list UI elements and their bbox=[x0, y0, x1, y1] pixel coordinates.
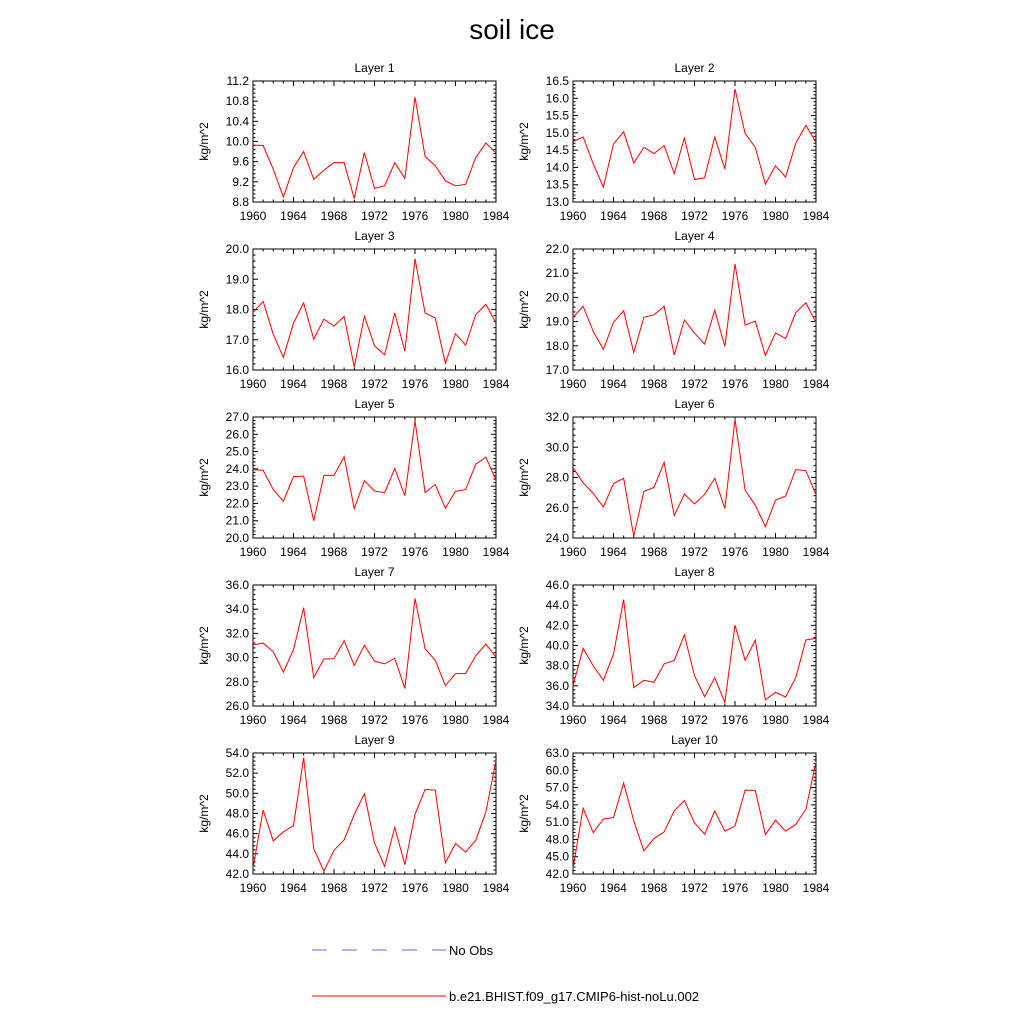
series-line bbox=[253, 421, 496, 521]
y-tick-label: 38.0 bbox=[545, 658, 569, 673]
x-tick-label: 1960 bbox=[239, 209, 267, 223]
y-tick-label: 42.0 bbox=[545, 867, 569, 881]
series-line bbox=[573, 600, 816, 703]
y-tick-label: 48.0 bbox=[225, 806, 249, 821]
x-tick-label: 1984 bbox=[482, 713, 510, 727]
x-tick-label: 1968 bbox=[320, 881, 348, 895]
y-tick-label: 27.0 bbox=[225, 410, 249, 424]
x-tick-label: 1960 bbox=[559, 545, 587, 559]
y-tick-label: 20.0 bbox=[225, 531, 249, 545]
x-tick-label: 1972 bbox=[681, 713, 708, 727]
x-tick-label: 1980 bbox=[762, 377, 789, 391]
x-tick-label: 1972 bbox=[361, 545, 388, 559]
y-tick-label: 48.0 bbox=[545, 832, 569, 847]
y-tick-label: 11.2 bbox=[226, 74, 249, 88]
x-tick-label: 1976 bbox=[401, 881, 429, 895]
x-tick-label: 1972 bbox=[681, 881, 708, 895]
panel-title: Layer 4 bbox=[674, 229, 715, 243]
x-tick-label: 1980 bbox=[442, 545, 469, 559]
y-tick-label: 15.5 bbox=[545, 108, 569, 123]
x-tick-label: 1976 bbox=[401, 713, 429, 727]
y-tick-label: 16.0 bbox=[225, 363, 249, 377]
x-tick-label: 1964 bbox=[600, 881, 627, 895]
y-tick-label: 18.0 bbox=[225, 302, 249, 317]
x-tick-label: 1964 bbox=[280, 545, 307, 559]
x-tick-label: 1964 bbox=[600, 713, 627, 727]
y-axis-label: kg/m^2 bbox=[197, 122, 211, 161]
y-tick-label: 15.0 bbox=[545, 125, 569, 140]
y-tick-label: 24.0 bbox=[225, 461, 249, 476]
y-tick-label: 10.4 bbox=[225, 114, 249, 129]
x-tick-label: 1968 bbox=[320, 713, 348, 727]
y-tick-label: 32.0 bbox=[545, 410, 569, 424]
y-tick-label: 52.0 bbox=[225, 766, 249, 781]
y-axis-label: kg/m^2 bbox=[517, 122, 531, 161]
y-tick-label: 20.0 bbox=[225, 242, 249, 256]
panel-6 bbox=[517, 397, 830, 559]
panel-title: Layer 2 bbox=[674, 61, 715, 75]
plot-frame bbox=[573, 585, 816, 706]
x-tick-label: 1960 bbox=[239, 713, 267, 727]
series-line bbox=[573, 264, 816, 355]
y-tick-label: 21.0 bbox=[225, 513, 249, 528]
y-tick-label: 32.0 bbox=[225, 626, 249, 641]
x-tick-label: 1972 bbox=[361, 209, 388, 223]
y-tick-label: 20.0 bbox=[545, 290, 569, 305]
y-tick-label: 19.0 bbox=[545, 314, 569, 329]
y-tick-label: 30.0 bbox=[545, 440, 569, 455]
y-axis-label: kg/m^2 bbox=[517, 290, 531, 329]
panel-title: Layer 7 bbox=[354, 565, 395, 579]
x-tick-label: 1968 bbox=[640, 377, 668, 391]
y-axis-label: kg/m^2 bbox=[197, 290, 211, 329]
x-tick-label: 1972 bbox=[361, 713, 388, 727]
panel-title: Layer 3 bbox=[354, 229, 395, 243]
x-tick-label: 1980 bbox=[442, 209, 469, 223]
x-tick-label: 1960 bbox=[559, 881, 587, 895]
y-tick-label: 50.0 bbox=[225, 786, 249, 801]
x-tick-label: 1984 bbox=[482, 881, 510, 895]
x-tick-label: 1972 bbox=[361, 377, 388, 391]
x-tick-label: 1976 bbox=[721, 377, 749, 391]
x-tick-label: 1972 bbox=[681, 545, 708, 559]
panel-1 bbox=[197, 61, 510, 223]
y-tick-label: 24.0 bbox=[545, 531, 569, 545]
series-line bbox=[253, 758, 496, 871]
x-tick-label: 1984 bbox=[482, 377, 510, 391]
y-tick-label: 14.0 bbox=[545, 160, 569, 175]
plot-frame bbox=[253, 81, 496, 202]
y-tick-label: 26.0 bbox=[545, 500, 569, 515]
x-tick-label: 1968 bbox=[640, 545, 668, 559]
y-tick-label: 60.0 bbox=[545, 763, 569, 778]
plot-frame bbox=[253, 417, 496, 538]
x-tick-label: 1964 bbox=[280, 377, 307, 391]
y-tick-label: 44.0 bbox=[225, 846, 249, 861]
plot-frame bbox=[573, 417, 816, 538]
panel-3 bbox=[197, 229, 510, 391]
y-tick-label: 21.0 bbox=[545, 266, 569, 281]
y-axis-label: kg/m^2 bbox=[517, 458, 531, 497]
y-tick-label: 22.0 bbox=[225, 496, 249, 511]
series-line bbox=[573, 89, 816, 187]
x-tick-label: 1972 bbox=[681, 209, 708, 223]
x-tick-label: 1980 bbox=[442, 713, 469, 727]
y-tick-label: 17.0 bbox=[225, 332, 249, 347]
x-tick-label: 1980 bbox=[442, 881, 469, 895]
series-line bbox=[253, 259, 496, 367]
y-tick-label: 57.0 bbox=[545, 780, 569, 795]
x-tick-label: 1960 bbox=[559, 209, 587, 223]
x-tick-label: 1972 bbox=[681, 377, 708, 391]
plot-frame bbox=[573, 753, 816, 874]
y-tick-label: 54.0 bbox=[545, 797, 569, 812]
x-tick-label: 1964 bbox=[280, 881, 307, 895]
x-tick-label: 1984 bbox=[482, 545, 510, 559]
y-tick-label: 30.0 bbox=[225, 650, 249, 665]
series-line bbox=[253, 97, 496, 198]
y-axis-label: kg/m^2 bbox=[197, 794, 211, 833]
x-tick-label: 1964 bbox=[280, 209, 307, 223]
plot-frame bbox=[573, 81, 816, 202]
y-tick-label: 45.0 bbox=[545, 849, 569, 864]
y-tick-label: 9.6 bbox=[232, 154, 249, 169]
x-tick-label: 1984 bbox=[802, 713, 830, 727]
y-tick-label: 10.8 bbox=[225, 94, 249, 109]
y-tick-label: 16.0 bbox=[545, 91, 569, 106]
x-tick-label: 1960 bbox=[559, 377, 587, 391]
series-line bbox=[253, 598, 496, 688]
x-tick-label: 1976 bbox=[721, 881, 749, 895]
x-tick-label: 1980 bbox=[762, 881, 789, 895]
y-tick-label: 17.0 bbox=[545, 363, 569, 377]
panel-title: Layer 10 bbox=[671, 733, 718, 747]
y-tick-label: 16.5 bbox=[545, 74, 569, 88]
panel-title: Layer 9 bbox=[354, 733, 395, 747]
panel-7 bbox=[197, 565, 510, 727]
x-tick-label: 1968 bbox=[640, 209, 668, 223]
x-tick-label: 1960 bbox=[239, 377, 267, 391]
y-tick-label: 8.8 bbox=[232, 195, 249, 209]
x-tick-label: 1968 bbox=[320, 209, 348, 223]
x-tick-label: 1968 bbox=[320, 545, 348, 559]
x-tick-label: 1976 bbox=[401, 377, 429, 391]
y-tick-label: 63.0 bbox=[545, 746, 569, 760]
legend bbox=[312, 943, 699, 1004]
x-tick-label: 1984 bbox=[482, 209, 510, 223]
y-tick-label: 13.5 bbox=[545, 177, 569, 192]
y-tick-label: 36.0 bbox=[225, 578, 249, 592]
panel-4 bbox=[517, 229, 830, 391]
y-tick-label: 44.0 bbox=[545, 598, 569, 613]
x-tick-label: 1976 bbox=[721, 545, 749, 559]
y-tick-label: 51.0 bbox=[545, 815, 569, 830]
x-tick-label: 1976 bbox=[401, 209, 429, 223]
x-tick-label: 1980 bbox=[762, 713, 789, 727]
y-tick-label: 10.0 bbox=[225, 134, 249, 149]
y-tick-label: 42.0 bbox=[545, 618, 569, 633]
y-axis-label: kg/m^2 bbox=[197, 458, 211, 497]
x-tick-label: 1964 bbox=[600, 545, 627, 559]
y-tick-label: 23.0 bbox=[225, 479, 249, 494]
x-tick-label: 1964 bbox=[280, 713, 307, 727]
y-tick-label: 26.0 bbox=[225, 699, 249, 713]
y-tick-label: 34.0 bbox=[545, 699, 569, 713]
y-tick-label: 54.0 bbox=[225, 746, 249, 760]
plot-frame bbox=[573, 249, 816, 370]
x-tick-label: 1964 bbox=[600, 209, 627, 223]
plot-frame bbox=[253, 753, 496, 874]
y-axis-label: kg/m^2 bbox=[517, 794, 531, 833]
y-axis-label: kg/m^2 bbox=[197, 626, 211, 665]
panel-8 bbox=[517, 565, 830, 727]
x-tick-label: 1968 bbox=[640, 881, 668, 895]
plot-frame bbox=[253, 249, 496, 370]
y-tick-label: 14.5 bbox=[545, 143, 569, 158]
y-tick-label: 34.0 bbox=[225, 602, 249, 617]
x-tick-label: 1968 bbox=[320, 377, 348, 391]
y-tick-label: 28.0 bbox=[545, 470, 569, 485]
y-tick-label: 25.0 bbox=[225, 444, 249, 459]
y-tick-label: 36.0 bbox=[545, 678, 569, 693]
x-tick-label: 1984 bbox=[802, 881, 830, 895]
x-tick-label: 1976 bbox=[721, 713, 749, 727]
y-tick-label: 40.0 bbox=[545, 638, 569, 653]
y-tick-label: 46.0 bbox=[545, 578, 569, 592]
legend-model-label: b.e21.BHIST.f09_g17.CMIP6-hist-noLu.002 bbox=[449, 989, 700, 1004]
y-tick-label: 26.0 bbox=[225, 427, 249, 442]
y-tick-label: 13.0 bbox=[545, 195, 569, 209]
x-tick-label: 1972 bbox=[361, 881, 388, 895]
legend-obs-label: No Obs bbox=[449, 943, 494, 958]
y-tick-label: 46.0 bbox=[225, 826, 249, 841]
plot-frame bbox=[253, 585, 496, 706]
panel-10 bbox=[517, 733, 830, 895]
x-tick-label: 1984 bbox=[802, 209, 830, 223]
y-tick-label: 19.0 bbox=[225, 272, 249, 287]
y-tick-label: 28.0 bbox=[225, 674, 249, 689]
figure-title: soil ice bbox=[469, 14, 555, 45]
y-axis-label: kg/m^2 bbox=[517, 626, 531, 665]
panel-9 bbox=[197, 733, 510, 895]
x-tick-label: 1980 bbox=[442, 377, 469, 391]
series-line bbox=[573, 419, 816, 536]
x-tick-label: 1968 bbox=[640, 713, 668, 727]
x-tick-label: 1964 bbox=[600, 377, 627, 391]
panel-title: Layer 8 bbox=[674, 565, 715, 579]
x-tick-label: 1976 bbox=[401, 545, 429, 559]
x-tick-label: 1980 bbox=[762, 545, 789, 559]
series-line bbox=[573, 762, 816, 869]
y-tick-label: 42.0 bbox=[225, 867, 249, 881]
x-tick-label: 1976 bbox=[721, 209, 749, 223]
panel-2 bbox=[517, 61, 830, 223]
y-tick-label: 9.2 bbox=[232, 174, 249, 189]
panel-title: Layer 5 bbox=[354, 397, 395, 411]
x-tick-label: 1960 bbox=[239, 881, 267, 895]
x-tick-label: 1984 bbox=[802, 545, 830, 559]
panel-title: Layer 6 bbox=[674, 397, 715, 411]
x-tick-label: 1960 bbox=[559, 713, 587, 727]
x-tick-label: 1960 bbox=[239, 545, 267, 559]
panel-5 bbox=[197, 397, 510, 559]
y-tick-label: 22.0 bbox=[545, 242, 569, 256]
x-tick-label: 1984 bbox=[802, 377, 830, 391]
panel-title: Layer 1 bbox=[354, 61, 395, 75]
y-tick-label: 18.0 bbox=[545, 338, 569, 353]
x-tick-label: 1980 bbox=[762, 209, 789, 223]
